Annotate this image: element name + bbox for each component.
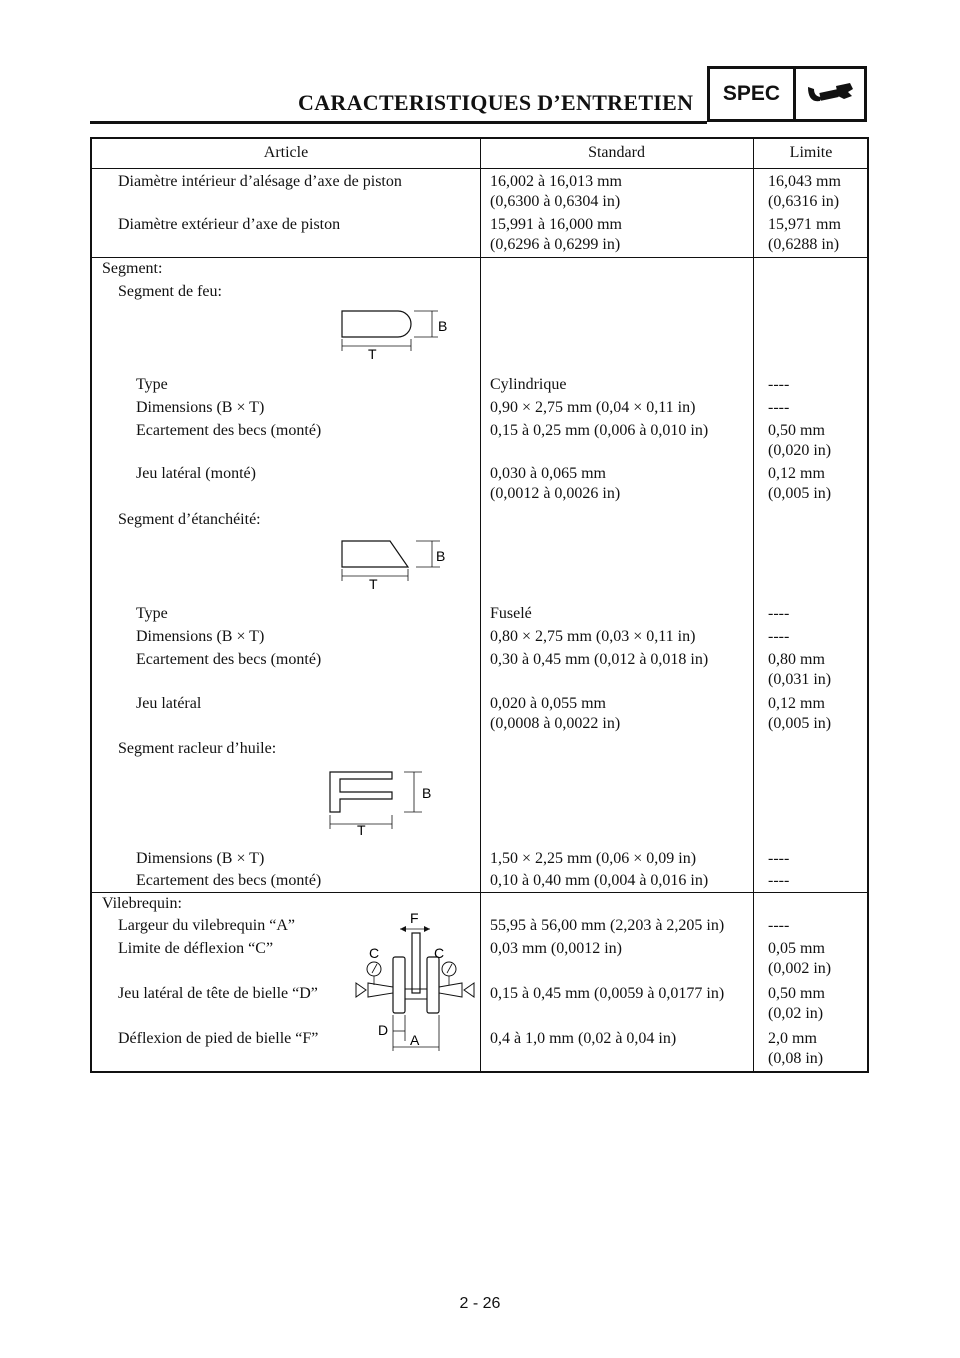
standard-value: 0,80 × 2,75 mm (0,03 × 0,11 in): [490, 628, 696, 645]
limit-value: (0,031 in): [768, 671, 832, 688]
item-label: Ecartement des becs (monté): [136, 651, 322, 668]
section-heading: Vilebrequin:: [102, 895, 182, 912]
limit-value: ----: [768, 376, 790, 393]
standard-value: 0,020 à 0,055 mm: [490, 695, 606, 712]
standard-value: (0,6300 à 0,6304 in): [490, 193, 621, 210]
standard-value: 55,95 à 56,00 mm (2,203 à 2,205 in): [490, 917, 725, 934]
limit-value: 0,50 mm: [768, 422, 825, 439]
limit-value: 16,043 mm: [768, 173, 841, 190]
standard-value: Cylindrique: [490, 376, 567, 393]
item-label: Limite de déflexion “C”: [118, 940, 274, 957]
item-label: Dimensions (B × T): [136, 628, 265, 645]
oil-ring-section-diagram: [320, 767, 460, 837]
standard-value: 0,30 à 0,45 mm (0,012 à 0,018 in): [490, 651, 709, 668]
limit-value: (0,08 in): [768, 1050, 824, 1067]
standard-value: Fuselé: [490, 605, 532, 622]
standard-value: 0,15 à 0,25 mm (0,006 à 0,010 in): [490, 422, 709, 439]
subsection-heading: Segment d’étanchéité:: [118, 511, 261, 528]
diagram-label-c: C: [369, 945, 380, 961]
standard-value: 1,50 × 2,25 mm (0,06 × 0,09 in): [490, 850, 697, 867]
page-title: CARACTERISTIQUES D’ENTRETIEN: [298, 90, 694, 115]
limit-value: ----: [768, 605, 790, 622]
limit-value: ----: [768, 399, 790, 416]
limit-value: ----: [768, 628, 790, 645]
section-divider: [92, 257, 867, 258]
item-label: Déflexion de pied de bielle “F”: [118, 1030, 319, 1047]
limit-value: (0,6288 in): [768, 236, 840, 253]
standard-value: 0,4 à 1,0 mm (0,02 à 0,04 in): [490, 1030, 677, 1047]
diagram-label-b: B: [436, 548, 446, 564]
item-label: Dimensions (B × T): [136, 850, 265, 867]
item-label: Dimensions (B × T): [136, 399, 265, 416]
column-header-article: Article: [263, 144, 309, 161]
header-rule: [90, 121, 707, 124]
section-heading: Segment:: [102, 260, 163, 277]
diagram-label-t: T: [368, 346, 377, 361]
limit-value: (0,002 in): [768, 960, 832, 977]
standard-value: 0,03 mm (0,0012 in): [490, 940, 622, 957]
standard-value: 16,002 à 16,013 mm: [490, 173, 622, 190]
subsection-heading: Segment de feu:: [118, 283, 222, 300]
limit-value: (0,005 in): [768, 485, 832, 502]
standard-value: 0,15 à 0,45 mm (0,0059 à 0,0177 in): [490, 985, 725, 1002]
column-divider: [480, 139, 481, 1071]
limit-value: ----: [768, 917, 790, 934]
section-divider: [92, 892, 867, 893]
subsection-heading: Segment racleur d’huile:: [118, 740, 277, 757]
limit-value: ----: [768, 872, 790, 889]
diagram-label-b: B: [422, 785, 432, 801]
column-header-standard: Standard: [588, 144, 645, 161]
second-ring-section-diagram: [336, 535, 466, 591]
limit-value: 0,50 mm: [768, 985, 825, 1002]
standard-value: (0,6296 à 0,6299 in): [490, 236, 621, 253]
diagram-label-f: F: [410, 910, 419, 926]
limit-value: 15,971 mm: [768, 216, 841, 233]
limit-value: ----: [768, 850, 790, 867]
item-label: Jeu latéral: [136, 695, 202, 712]
standard-value: 0,90 × 2,75 mm (0,04 × 0,11 in): [490, 399, 696, 416]
limit-value: 2,0 mm: [768, 1030, 817, 1047]
item-label: Ecartement des becs (monté): [136, 872, 322, 889]
spec-badge: [707, 66, 867, 122]
standard-value: (0,0012 à 0,0026 in): [490, 485, 621, 502]
standard-value: (0,0008 à 0,0022 in): [490, 715, 621, 732]
item-label: Jeu latéral (monté): [136, 465, 256, 482]
item-label: Diamètre intérieur d’alésage d’axe de piston: [118, 173, 402, 190]
page-number: 2 - 26: [459, 1295, 501, 1312]
top-ring-section-diagram: [334, 305, 464, 361]
limit-value: (0,020 in): [768, 442, 832, 459]
item-label: Largeur du vilebrequin “A”: [118, 917, 295, 934]
spec-label: SPEC: [710, 69, 796, 119]
limit-value: 0,12 mm: [768, 695, 825, 712]
item-label: Jeu latéral de tête de bielle “D”: [118, 985, 318, 1002]
header-divider: [92, 168, 867, 169]
item-label: Type: [136, 605, 168, 622]
standard-value: 15,991 à 16,000 mm: [490, 216, 622, 233]
standard-value: 0,10 à 0,40 mm (0,004 à 0,016 in): [490, 872, 709, 889]
diagram-label-t: T: [357, 822, 366, 837]
limit-value: 0,05 mm: [768, 940, 825, 957]
column-header-limit: Limite: [789, 144, 833, 161]
limit-value: (0,02 in): [768, 1005, 824, 1022]
item-label: Ecartement des becs (monté): [136, 422, 322, 439]
diagram-label-b: B: [438, 318, 448, 334]
limit-value: (0,005 in): [768, 715, 832, 732]
wrench-icon: [796, 69, 864, 119]
diagram-label-d: D: [378, 1022, 389, 1038]
diagram-label-c: C: [434, 945, 445, 961]
diagram-label-a: A: [410, 1032, 420, 1048]
standard-value: 0,030 à 0,065 mm: [490, 465, 606, 482]
item-label: Diamètre extérieur d’axe de piston: [118, 216, 341, 233]
crankshaft-diagram: [354, 905, 476, 1055]
limit-value: 0,12 mm: [768, 465, 825, 482]
column-divider: [753, 139, 754, 1071]
limit-value: (0,6316 in): [768, 193, 840, 210]
spec-table: [90, 137, 869, 1073]
item-label: Type: [136, 376, 168, 393]
diagram-label-t: T: [369, 576, 378, 591]
limit-value: 0,80 mm: [768, 651, 825, 668]
